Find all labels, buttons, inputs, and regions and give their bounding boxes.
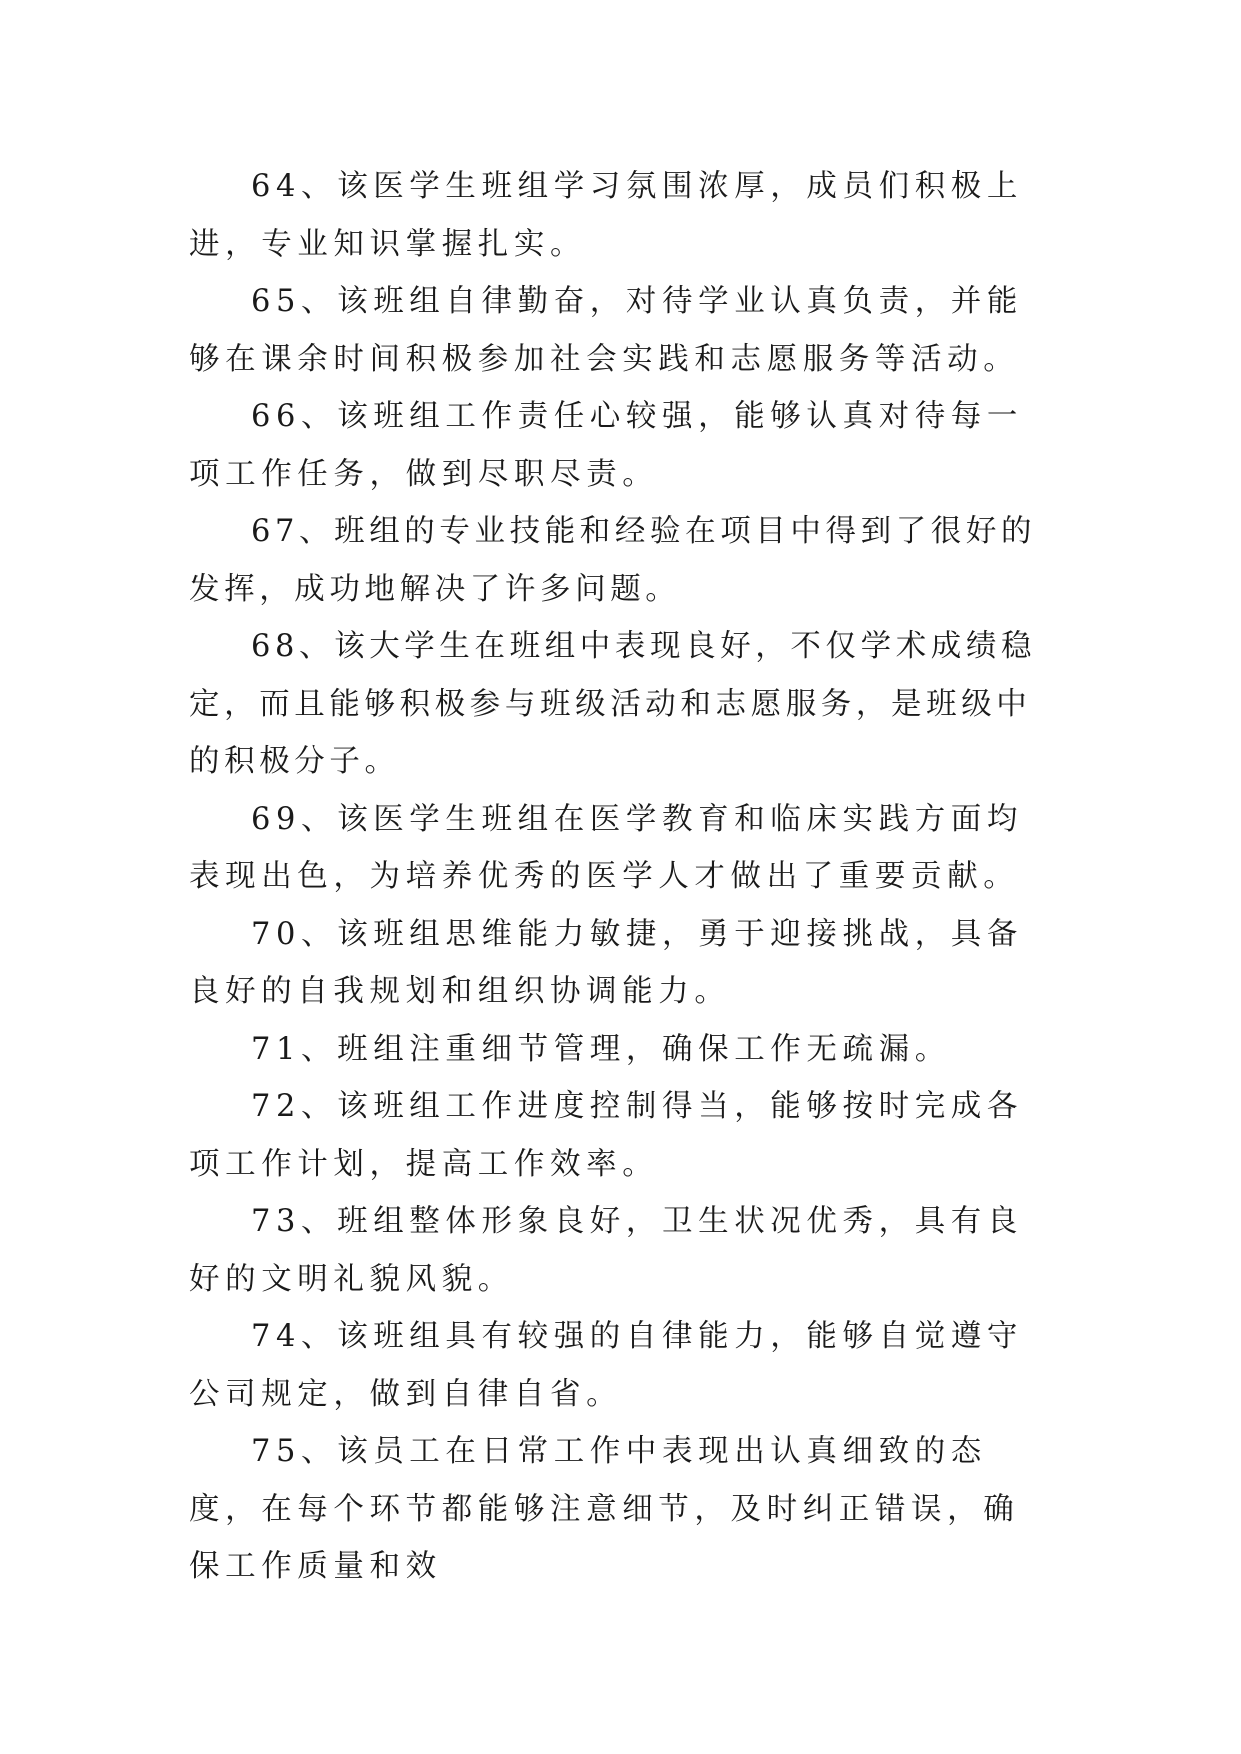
paragraph-73: 73、班组整体形象良好，卫生状况优秀，具有良好的文明礼貌风貌。 [189, 1204, 1024, 1297]
paragraph-64: 64、该医学生班组学习氛围浓厚，成员们积极上进，专业知识掌握扎实。 [189, 169, 1024, 262]
paragraph-68: 68、该大学生在班组中表现良好，不仅学术成绩稳定，而且能够积极参与班级活动和志愿服务，是班级中的积极分子。 [189, 629, 1037, 779]
paragraph-65: 65、该班组自律勤奋，对待学业认真负责，并能够在课余时间积极参加社会实践和志愿服务等活动。 [189, 284, 1024, 377]
paragraph-66: 66、该班组工作责任心较强，能够认真对待每一项工作任务，做到尽职尽责。 [189, 399, 1024, 492]
document-body [189, 158, 1049, 1596]
paragraph-75: 75、该员工在日常工作中表现出认真细致的态度，在每个环节都能够注意细节，及时纠正错误，确保工作质量和效 [189, 1434, 1020, 1584]
paragraph-74: 74、该班组具有较强的自律能力，能够自觉遵守公司规定，做到自律自省。 [189, 1319, 1024, 1412]
paragraph-71: 71、班组注重细节管理，确保工作无疏漏。 [251, 1031, 951, 1067]
paragraph-69: 69、该医学生班组在医学教育和临床实践方面均表现出色，为培养优秀的医学人才做出了重要贡献。 [189, 801, 1024, 894]
paragraph-67: 67、班组的专业技能和经验在项目中得到了很好的发挥，成功地解决了许多问题。 [189, 514, 1037, 607]
paragraph-72: 72、该班组工作进度控制得当，能够按时完成各项工作计划，提高工作效率。 [189, 1089, 1024, 1182]
paragraph-70: 70、该班组思维能力敏捷，勇于迎接挑战，具备良好的自我规划和组织协调能力。 [189, 916, 1024, 1009]
